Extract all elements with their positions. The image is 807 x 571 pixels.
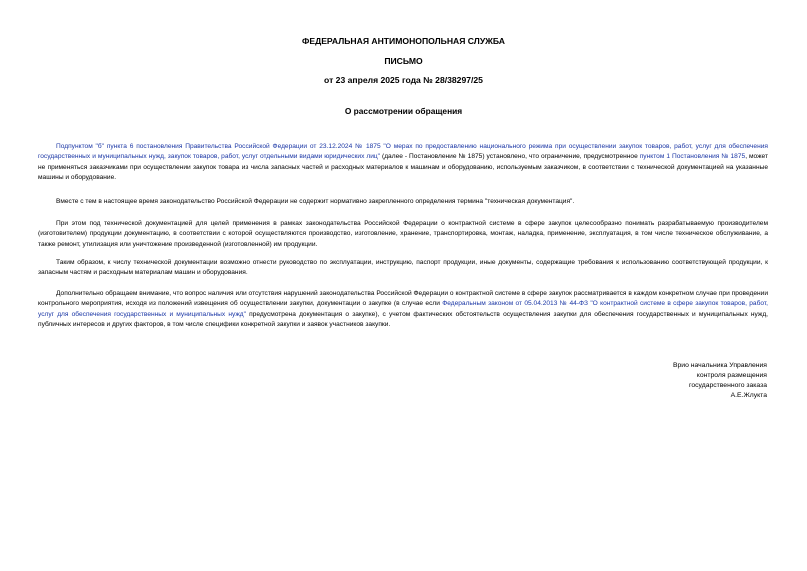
paragraph-5 bbox=[38, 289, 768, 331]
paragraph-5-text-2: предусмотрена документация о закупке), с учетом фактических обстоятельств осуществления закупки для обеспечения государственных и муниципальных нужд, публичных интересов и других факторов, в том числе специфики конкретной закупки и заявок участников закупки. bbox=[38, 310, 768, 329]
paragraph-2: Вместе с тем в настоящее время законодательство Российской Федерации не содержит нормативно закрепленного определения термина "техническая документация". bbox=[56, 198, 575, 205]
signature-name: А.Е.Жлукта bbox=[730, 392, 767, 400]
decree-1875-link[interactable]: Подпунктом "б" пункта 6 постановления Правительства Российской Федерации от 23.12.2024 № 1875 "О мерах по предоставлению национального режима при осуществлении закупок товаров, работ, услуг для обеспечения государственных и муниципальных нужд, закупок товаров, работ, услуг отдельными видами юридических лиц" bbox=[38, 143, 768, 161]
signature-position-line-3: государственного заказа bbox=[689, 382, 767, 390]
paragraph-4: Таким образом, к числу технической документации возможно отнести руководство по эксплуатации, инструкцию, паспорт продукции, иные документы, содержащие требования к использованию соответствующей продукции, к запасным частям и расходным материалам машин и оборудования. bbox=[38, 259, 768, 277]
paragraph-1 bbox=[38, 142, 768, 184]
document-date-number: от 23 апреля 2025 года № 28/38297/25 bbox=[324, 75, 483, 85]
paragraph-1-text-2: , может не применяться заказчиками при осуществлении закупок товара из числа запасных частей и расходных материалов к машинам и оборудованию, используемым заказчиком, в соответствии с технической документацией на указанные машины и оборудование. bbox=[38, 153, 768, 182]
paragraph-5-text-1: Дополнительно обращаем внимание, что вопрос наличия или отсутствия нарушений законодательства Российской Федерации о контрактной системе в сфере закупок рассматривается в каждом конкретном случае при проведении контрольного мероприятия, исходя из положений извещения об осуществлении закупки, документации о закупке (в случае если bbox=[38, 290, 768, 308]
document-type: ПИСЬМО bbox=[384, 56, 423, 66]
signature-position-line-2: контроля размещения bbox=[696, 372, 767, 380]
document-subject: О рассмотрении обращения bbox=[344, 106, 463, 116]
agency-title: ФЕДЕРАЛЬНАЯ АНТИМОНОПОЛЬНАЯ СЛУЖБА bbox=[302, 36, 505, 46]
paragraph-1-text-1: (далее - Постановление № 1875) установлено, что ограничение, предусмотренное bbox=[380, 153, 640, 161]
paragraph-3: При этом под технической документацией для целей применения в рамках законодательства Российской Федерации о контрактной системе в сфере закупок целесообразно понимать разрабатываемую производителем (изготовителем) продукции документацию, в соответствии с которой осуществляются производство, изготовление, хранение, транспортировка, монтаж, наладка, применение, эксплуатация, в том числе техническое обслуживание, а также ремонт, утилизация или уничтожение произведенной (изготовленной) им продукции. bbox=[38, 220, 768, 248]
signature-block bbox=[567, 361, 767, 401]
signature-position-line-1: Врио начальника Управления bbox=[672, 362, 767, 369]
federal-law-44fz-link[interactable]: Федеральным законом от 05.04.2013 № 44-ФЗ "О контрактной системе в сфере закупок товаров, работ, услуг для обеспечения государственных и муниципальных нужд" bbox=[38, 300, 769, 318]
decree-1875-point-1-link[interactable]: пунктом 1 Постановления № 1875 bbox=[639, 153, 746, 161]
